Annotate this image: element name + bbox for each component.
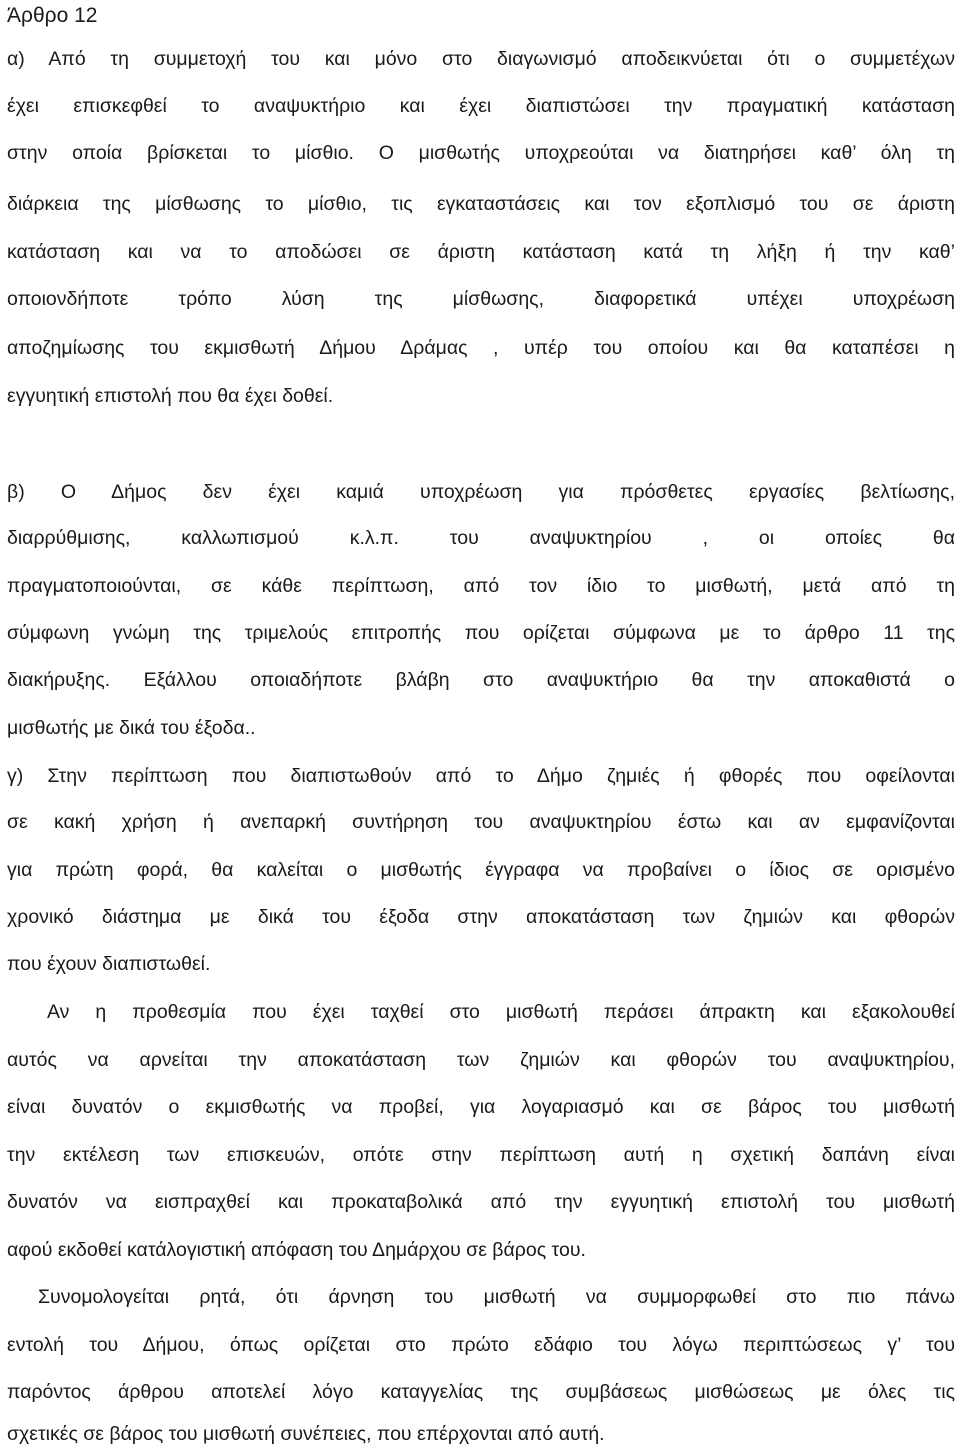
text-line: εντολή του Δήμου, όπως ορίζεται στο πρώτο εδάφιο του λόγω περιπτώσεως γ’ του: [7, 1334, 955, 1356]
text-line: Αν η προθεσμία που έχει ταχθεί στο μισθωτή περάσει άπρακτη και εξακολουθεί: [47, 1001, 955, 1023]
text-line: β) Ο Δήμος δεν έχει καμιά υποχρέωση για πρόσθετες εργασίες βελτίωσης,: [7, 481, 955, 503]
text-line: έχει επισκεφθεί το αναψυκτήριο και έχει διαπιστώσει την πραγματική κατάσταση: [7, 95, 955, 117]
text-line: παρόντος άρθρου αποτελεί λόγο καταγγελίας της συμβάσεως μισθώσεως με όλες τις: [7, 1381, 955, 1403]
text-line: που έχουν διαπιστωθεί.: [7, 953, 211, 975]
text-line: διάρκεια της μίσθωσης το μίσθιο, τις εγκαταστάσεις και τον εξοπλισμό του σε άριστη: [7, 193, 955, 215]
text-line: οποιονδήποτε τρόπο λύση της μίσθωσης, διαφορετικά υπέχει υποχρέωση: [7, 288, 955, 310]
text-line: γ) Στην περίπτωση που διαπιστωθούν από το Δήμο ζημιές ή φθορές που οφείλονται: [7, 765, 955, 787]
text-line: σχετικές σε βάρος του μισθωτή συνέπειες, που επέρχονται από αυτή.: [7, 1423, 605, 1445]
text-line: εγγυητική επιστολή που θα έχει δοθεί.: [7, 385, 334, 407]
text-line: αυτός να αρνείται την αποκατάσταση των ζημιών και φθορών του αναψυκτηρίου,: [7, 1049, 955, 1071]
text-line: διακήρυξης. Εξάλλου οποιαδήποτε βλάβη στο αναψυκτήριο θα την αποκαθιστά ο: [7, 669, 955, 691]
text-line: στην οποία βρίσκεται το μίσθιο. Ο μισθωτής υποχρεούται να διατηρήσει καθ’ όλη τη: [7, 142, 955, 164]
text-line: διαρρύθμισης, καλλωπισμού κ.λ.π. του αναψυκτηρίου , οι οποίες θα: [7, 527, 955, 549]
text-line: α) Από τη συμμετοχή του και μόνο στο διαγωνισμό αποδεικνύεται ότι ο συμμετέχων: [7, 48, 955, 70]
text-line: αφού εκδοθεί κατάλογιστική απόφαση του Δημάρχου σε βάρος του.: [7, 1239, 586, 1261]
text-line: για πρώτη φορά, θα καλείται ο μισθωτής έγγραφα να προβαίνει ο ίδιος σε ορισμένο: [7, 859, 955, 881]
text-line: πραγματοποιούνται, σε κάθε περίπτωση, από τον ίδιο το μισθωτή, μετά από τη: [7, 575, 955, 597]
text-line: κατάσταση και να το αποδώσει σε άριστη κατάσταση κατά τη λήξη ή την καθ’: [7, 241, 955, 263]
article-title: Άρθρο 12: [7, 4, 98, 27]
text-line: δυνατόν να εισπραχθεί και προκαταβολικά από την εγγυητική επιστολή του μισθωτή: [7, 1191, 955, 1213]
text-line: είναι δυνατόν ο εκμισθωτής να προβεί, για λογαριασμό και σε βάρος του μισθωτή: [7, 1096, 955, 1118]
text-line: σε κακή χρήση ή ανεπαρκή συντήρηση του αναψυκτηρίου έστω και αν εμφανίζονται: [7, 811, 955, 833]
text-line: χρονικό διάστημα με δικά του έξοδα στην αποκατάσταση των ζημιών και φθορών: [7, 906, 955, 928]
text-line: Συνομολογείται ρητά, ότι άρνηση του μισθωτή να συμμορφωθεί στο πιο πάνω: [38, 1286, 955, 1308]
text-line: σύμφωνη γνώμη της τριμελούς επιτροπής που ορίζεται σύμφωνα με το άρθρο 11 της: [7, 622, 955, 644]
text-line: μισθωτής με δικά του έξοδα..: [7, 717, 256, 739]
text-line: την εκτέλεση των επισκευών, οπότε στην περίπτωση αυτή η σχετική δαπάνη είναι: [7, 1144, 955, 1166]
text-line: αποζημίωσης του εκμισθωτή Δήμου Δράμας , υπέρ του οποίου και θα καταπέσει η: [7, 337, 955, 359]
